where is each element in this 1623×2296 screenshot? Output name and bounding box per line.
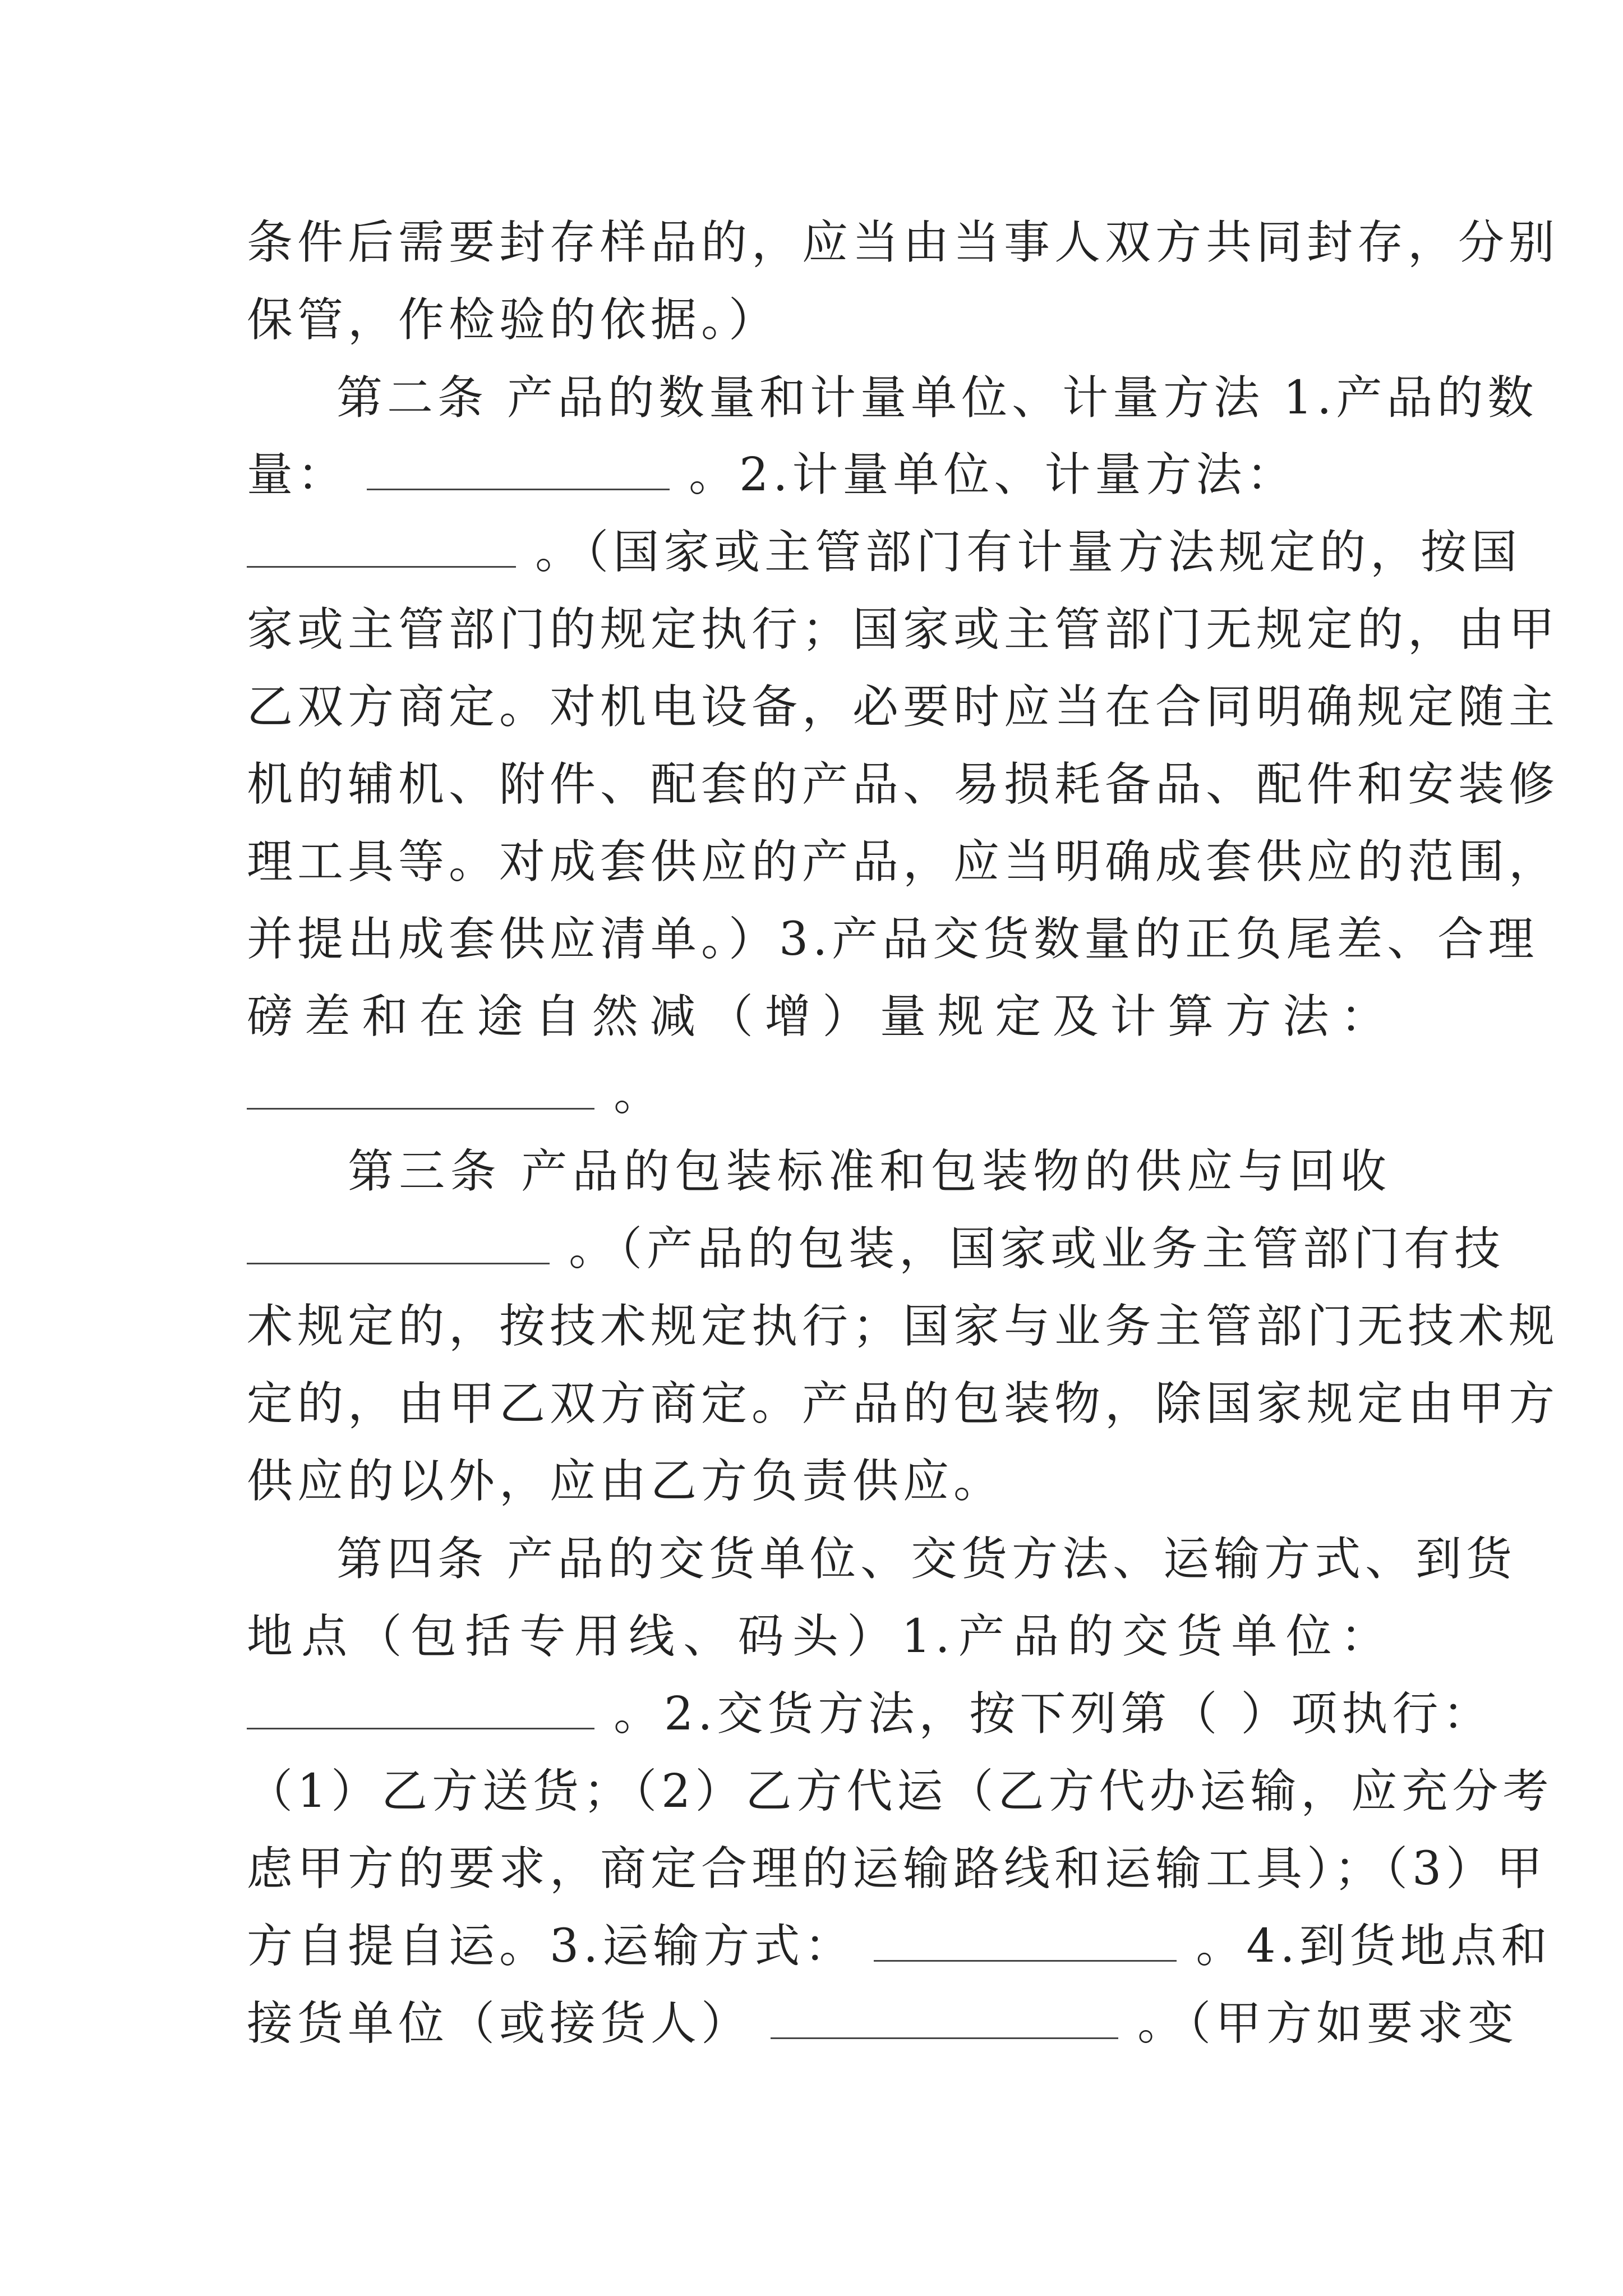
- text-span: 接货单位（或接货人）: [247, 1997, 752, 2050]
- text-line: [247, 1221, 1505, 1277]
- text-line: [247, 292, 1391, 348]
- text-line: [247, 1764, 1553, 1820]
- article-heading-line: [336, 1531, 1517, 1588]
- text-line: [247, 1918, 1552, 1975]
- text-line: [247, 834, 1560, 890]
- text-span: 。（国家或主管部门有计量方法规定的，按国: [535, 526, 1522, 579]
- text-span: 。2.计量单位、计量方法：: [689, 448, 1297, 501]
- fill-in-blank[interactable]: [771, 1998, 1118, 2039]
- fill-in-blank[interactable]: [247, 1223, 550, 1264]
- text-span: 第四条 产品的交货单位、交货方法、运输方式、到货: [336, 1533, 1517, 1586]
- text-line: [247, 679, 1560, 735]
- text-span: 。: [614, 1068, 665, 1121]
- text-span: 定的，由甲乙双方商定。产品的包装物，除国家规定由甲方: [247, 1377, 1560, 1430]
- text-span: 保管，作检验的依据。）: [247, 293, 780, 347]
- text-span: 理工具等。对成套供应的产品，应当明确成套供应的范围，: [247, 835, 1560, 889]
- text-span: 机的辅机、附件、配套的产品、易损耗备品、配件和安装修: [247, 758, 1560, 811]
- article-heading-line: [336, 370, 1538, 426]
- text-line: [247, 757, 1560, 813]
- text-line: [247, 1453, 1391, 1510]
- fill-in-blank[interactable]: [247, 527, 516, 568]
- text-line: [247, 602, 1560, 658]
- text-line: [247, 989, 1391, 1045]
- text-span: （1）乙方送货；（2）乙方代运（乙方代办运输，应充分考: [247, 1765, 1553, 1818]
- text-span: 家或主管部门的规定执行；国家或主管部门无规定的，由甲: [247, 603, 1560, 656]
- text-span: 。4.到货地点和: [1196, 1920, 1552, 1973]
- text-line: [247, 1686, 1493, 1742]
- text-span: 术规定的，按技术规定执行；国家与业务主管部门无技术规: [247, 1300, 1560, 1353]
- text-span: 磅差和在途自然减（增）量规定及计算方法：: [247, 990, 1391, 1043]
- text-line: [247, 447, 1391, 503]
- text-span: 。（产品的包装，国家或业务主管部门有技: [569, 1222, 1505, 1276]
- text-span: 条件后需要封存样品的，应当由当事人双方共同封存，分别: [247, 216, 1560, 269]
- article-heading-line: [348, 1144, 1391, 1200]
- text-line: [247, 1609, 1391, 1665]
- text-span: 。2.交货方法，按下列第（ ）项执行：: [614, 1687, 1493, 1741]
- text-line: [247, 524, 1522, 581]
- text-span: 第三条 产品的包装标准和包装物的供应与回收: [348, 1145, 1391, 1198]
- text-span: 地点（包括专用线、码头）1.产品的交货单位：: [247, 1610, 1391, 1663]
- text-span: 第二条 产品的数量和计量单位、计量方法 1.产品的数: [336, 371, 1538, 425]
- text-line: [247, 1841, 1547, 1897]
- text-span: 乙双方商定。对机电设备，必要时应当在合同明确规定随主: [247, 680, 1560, 734]
- text-line: [247, 215, 1560, 271]
- text-span: 方自提自运。3.运输方式：: [247, 1920, 855, 1973]
- text-span: 虑甲方的要求，商定合理的运输路线和运输工具）；（3）甲: [247, 1842, 1547, 1895]
- fill-in-blank[interactable]: [247, 1688, 594, 1729]
- text-span: 量：: [247, 448, 348, 501]
- text-span: 。（甲方如要求变: [1137, 1997, 1519, 2050]
- text-span: 并提出成套供应清单。）3.产品交货数量的正负尾差、合理: [247, 913, 1539, 966]
- fill-in-blank[interactable]: [367, 449, 670, 490]
- text-line: [247, 1996, 1519, 2052]
- text-line: [247, 912, 1539, 968]
- fill-in-blank[interactable]: [874, 1921, 1177, 1962]
- text-line: [247, 1376, 1560, 1432]
- text-span: 供应的以外，应由乙方负责供应。: [247, 1455, 1004, 1508]
- text-line: [247, 1299, 1560, 1355]
- text-line: [247, 1066, 1391, 1122]
- fill-in-blank[interactable]: [247, 1069, 594, 1110]
